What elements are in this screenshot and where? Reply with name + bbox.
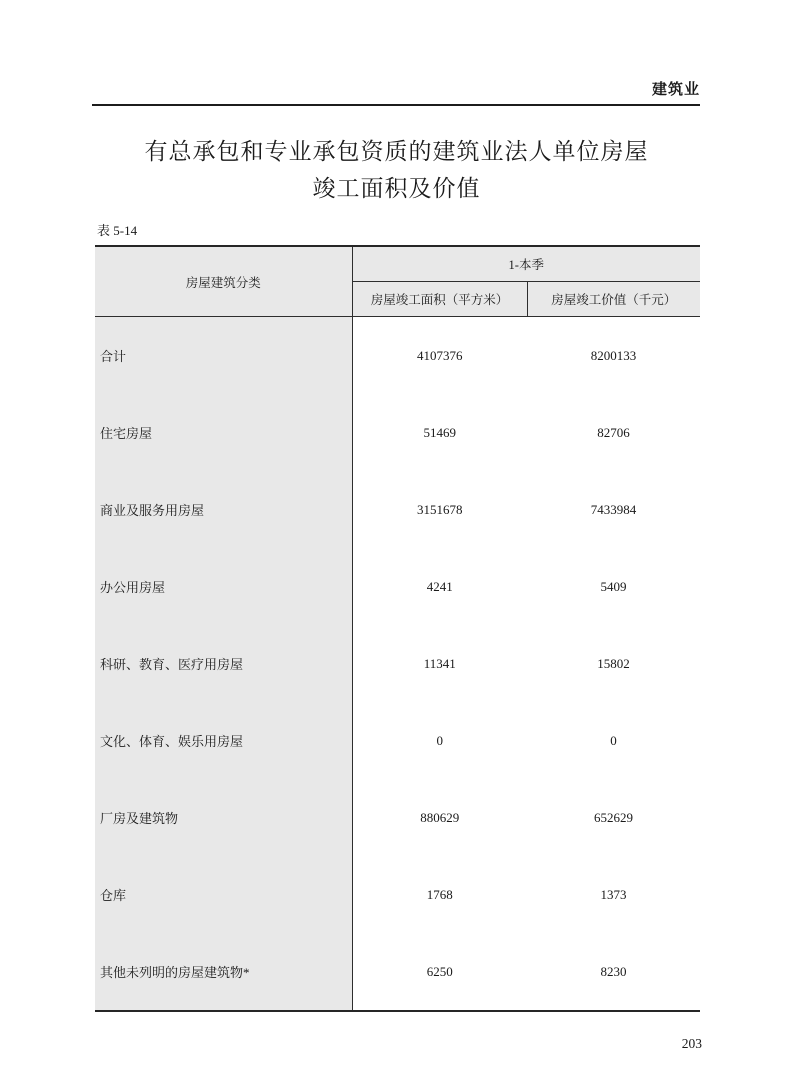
- floor-area-value: 0: [436, 732, 443, 748]
- floor-area-value: 1768: [426, 886, 453, 902]
- table-row: [95, 394, 700, 471]
- floor-area-value: 4241: [426, 578, 453, 594]
- row-label: 文化、体育、娱乐用房屋: [95, 702, 352, 779]
- section-header: [92, 78, 700, 106]
- page-title: [0, 133, 793, 207]
- completion-table: [95, 245, 700, 1012]
- page-title-line2: 竣工面积及价值: [312, 176, 481, 201]
- completion-value: 8230: [600, 963, 627, 979]
- floor-area-value: 6250: [426, 963, 453, 979]
- table-row: [95, 702, 700, 779]
- header-category: 房屋建筑分类: [95, 246, 352, 317]
- table-row: [95, 779, 700, 856]
- header-row-group: [95, 246, 700, 282]
- table-row: [95, 471, 700, 548]
- completion-value: 82706: [597, 424, 630, 440]
- row-label: 办公用房屋: [95, 548, 352, 625]
- page-number: 203: [681, 1036, 702, 1051]
- floor-area-value: 880629: [420, 809, 460, 825]
- row-label: 仓库: [95, 856, 352, 933]
- table-row: [95, 548, 700, 625]
- table-row: [95, 625, 700, 702]
- completion-value: 652629: [594, 809, 633, 825]
- floor-area-value: 51469: [423, 424, 456, 440]
- table-row: [95, 856, 700, 933]
- completion-value: 15802: [597, 655, 630, 671]
- completion-value: 7433984: [590, 501, 637, 517]
- table-row: [95, 317, 700, 395]
- floor-area-value: 11341: [423, 655, 456, 671]
- completion-value: 0: [610, 732, 617, 748]
- completion-value: 5409: [600, 578, 627, 594]
- completion-value: 8200133: [590, 347, 637, 363]
- table-caption: 表 5-14: [97, 223, 138, 238]
- table-header: [95, 246, 700, 317]
- section-header-text: 建筑业: [651, 82, 700, 98]
- row-label: 住宅房屋: [95, 394, 352, 471]
- page-title-line1: 有总承包和专业承包资质的建筑业法人单位房屋: [144, 139, 649, 164]
- floor-area-value: 4107376: [417, 347, 463, 363]
- header-completion-value: 房屋竣工价值（千元）: [527, 282, 700, 317]
- row-label: 商业及服务用房屋: [95, 471, 352, 548]
- row-label: 其他未列明的房屋建筑物*: [95, 933, 352, 1011]
- row-label: 合计: [95, 317, 352, 395]
- table-row: [95, 933, 700, 1011]
- row-label: 厂房及建筑物: [95, 779, 352, 856]
- header-floor-area: 房屋竣工面积（平方米）: [352, 282, 527, 317]
- row-label: 科研、教育、医疗用房屋: [95, 625, 352, 702]
- header-period-group: 1-本季: [352, 246, 700, 282]
- table-body: [95, 317, 700, 1012]
- completion-value: 1373: [600, 886, 627, 902]
- floor-area-value: 3151678: [417, 501, 463, 517]
